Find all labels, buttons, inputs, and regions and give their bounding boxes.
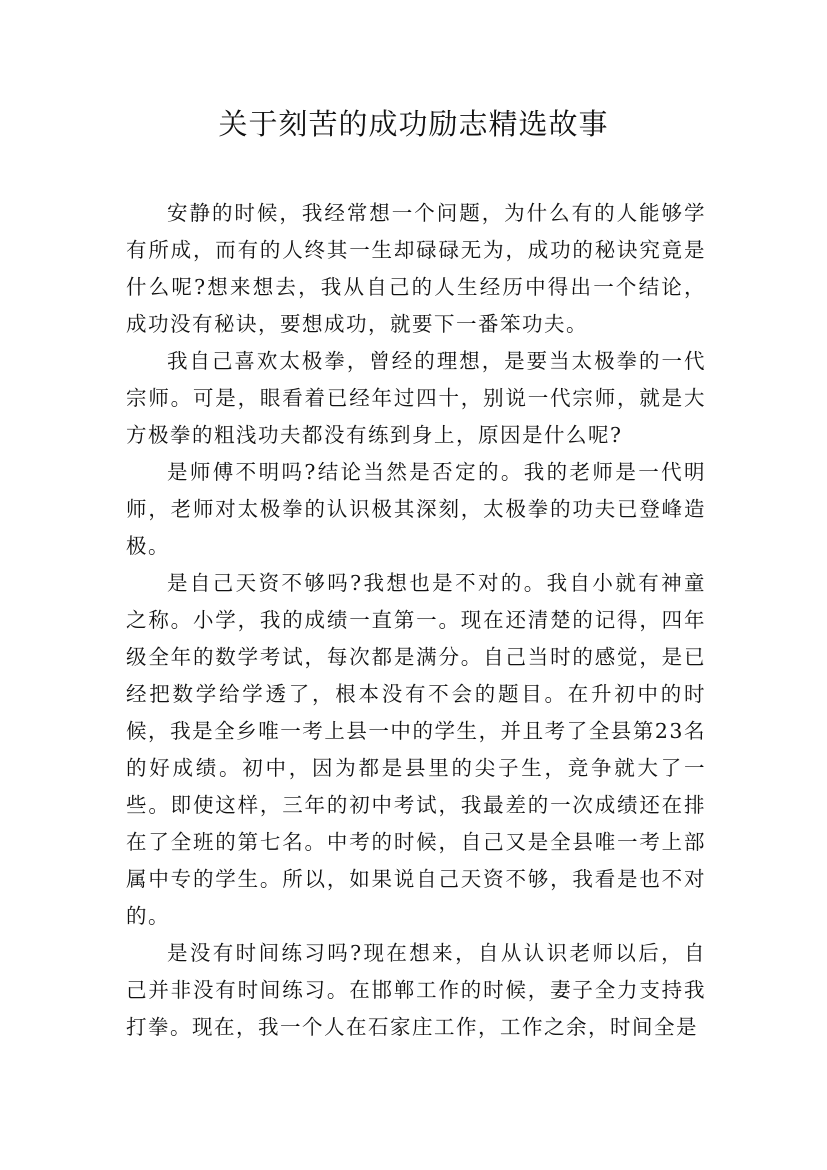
paragraph: 是自己天资不够吗?我想也是不对的。我自小就有神童之称。小学，我的成绩一直第一。现在还清楚的记得，四年级全年的数学考试，每次都是满分。自己当时的感觉，是已经把数学给学透了，根本没有不会的题目。在升初中的时候，我是全乡唯一考上县一中的学生，并且考了全县第23名的好成绩。初中，因为都是县里的尖子生，竞争就大了一些。即使这样，三年的初中考试，我最差的一次成绩还在排在了全班的第七名。中考的时候，自己又是全县唯一考上部属中专的学生。所以，如果说自己天资不够，我看是也不对的。 (126, 571, 706, 928)
paragraph: 安静的时候，我经常想一个问题，为什么有的人能够学有所成，而有的人终其一生却碌碌无为，成功的秘诀究竟是什么呢?想来想去，我从自己的人生经历中得出一个结论，成功没有秘诀，要想成功，就要下一番笨功夫。 (126, 201, 706, 336)
document-body (126, 195, 706, 1046)
document-title: 关于刻苦的成功励志精选故事 (218, 107, 609, 141)
paragraph: 我自己喜欢太极拳，曾经的理想，是要当太极拳的一代宗师。可是，眼看着已经年过四十，别说一代宗师，就是大方极拳的粗浅功夫都没有练到身上，原因是什么呢? (126, 349, 706, 447)
paragraph: 是师傅不明吗?结论当然是否定的。我的老师是一代明师，老师对太极拳的认识极其深刻，太极拳的功夫已登峰造极。 (126, 460, 706, 558)
paragraph: 是没有时间练习吗?现在想来，自从认识老师以后，自己并非没有时间练习。在邯郸工作的时候，妻子全力支持我打拳。现在，我一个人在石家庄工作，工作之余，时间全是 (126, 941, 706, 1039)
